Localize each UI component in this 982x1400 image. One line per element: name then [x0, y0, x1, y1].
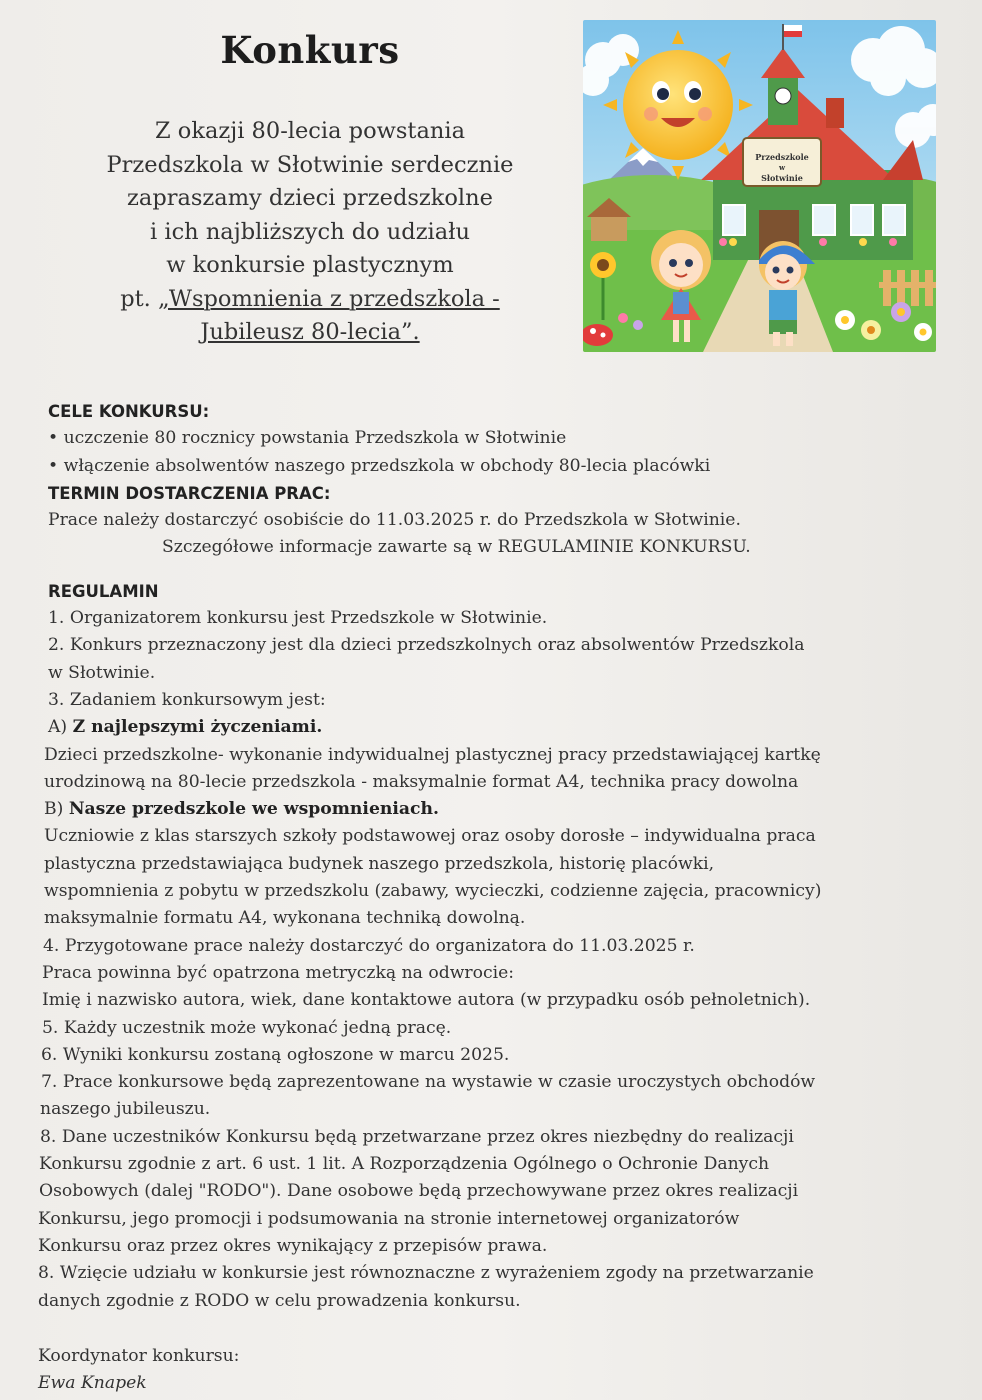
intro-line — [50, 316, 570, 350]
goals-heading: CELE KONKURSU: — [48, 402, 210, 421]
rule-line: 4. Przygotowane prace należy dostarczyć do organizatora do 11.03.2025 r. — [43, 935, 695, 956]
rule-line: 8. Wzięcie udziału w konkursie jest równoznaczne z wyrażeniem zgody na przetwarzanie — [38, 1263, 814, 1284]
intro-line: Z okazji 80-lecia powstania — [155, 118, 465, 144]
contest-title-part1: „Wspomnienia z przedszkola - — [157, 285, 500, 312]
coordinator-label: Koordynator konkursu: — [38, 1345, 240, 1366]
rule-line: w Słotwinie. — [48, 662, 156, 683]
rule-line: Konkursu oraz przez okres wynikający z przepisów prawa. — [38, 1235, 548, 1256]
rule-line: 6. Wyniki konkursu zostaną ogłoszone w marcu 2025. — [41, 1044, 510, 1065]
intro-line — [50, 283, 570, 317]
category-b-prefix: B) — [44, 799, 69, 820]
intro-line: zapraszamy dzieci przedszkolne — [127, 185, 493, 211]
rule-line: Imię i nazwisko autora, wiek, dane kontaktowe autora (w przypadku osób pełnoletnich). — [42, 990, 811, 1011]
goal-item: • uczczenie 80 rocznicy powstania Przedszkola w Słotwinie — [48, 428, 567, 449]
coordinator-name: Ewa Knapek — [38, 1373, 147, 1394]
body-text — [38, 398, 968, 1397]
rule-line: Dzieci przedszkolne- wykonanie indywidualnej plastycznej pracy przedstawiającej kartkę — [44, 744, 821, 765]
rule-line: 1. Organizatorem konkursu jest Przedszkole w Słotwinie. — [48, 608, 548, 629]
sign-text-line1: Przedszkole — [755, 152, 809, 162]
intro-line: w konkursie plastycznym — [166, 252, 454, 278]
intro-line: i ich najbliższych do udziału — [150, 218, 470, 245]
rule-line: 3. Zadaniem konkursowym jest: — [48, 689, 326, 710]
rule-line — [38, 796, 968, 823]
illustration-svg — [583, 20, 936, 352]
rule-line: naszego jubileuszu. — [40, 1099, 211, 1120]
sign-text-line3: Słotwinie — [761, 173, 803, 183]
category-a-title: Z najlepszymi życzeniami. — [72, 717, 323, 738]
rule-line — [38, 714, 968, 741]
rule-line: Praca powinna być opatrzona metryczką na odwrocie: — [42, 962, 515, 983]
rule-line: urodzinową na 80-lecie przedszkola - maksymalnie format A4, technika pracy dowolna — [44, 771, 799, 792]
rules-heading: REGULAMIN — [48, 581, 159, 601]
rule-line: 8. Dane uczestników Konkursu będą przetwarzane przez okres niezbędny do realizacji — [40, 1126, 794, 1147]
category-a-prefix: A) — [48, 717, 73, 738]
deadline-info: Szczegółowe informacje zawarte są w REGULAMINIE KONKURSU. — [162, 537, 751, 558]
rule-line: danych zgodnie z RODO w celu prowadzenia konkursu. — [38, 1290, 521, 1311]
contest-title-part2: Jubileusz 80-lecia”. — [200, 319, 420, 345]
sign-text-line2: w — [778, 163, 786, 172]
rule-line: Osobowych (dalej "RODO"). Dane osobowe będą przechowywane przez okres realizacji — [39, 1181, 799, 1202]
rule-line: Konkursu zgodnie z art. 6 ust. 1 lit. A Rozporządzenia Ogólnego o Ochronie Danych — [39, 1154, 770, 1175]
rule-line: 7. Prace konkursowe będą zaprezentowane na wystawie w czasie uroczystych obchodów — [41, 1072, 816, 1093]
deadline-heading: TERMIN DOSTARCZENIA PRAC: — [48, 483, 331, 503]
rule-line: wspomnienia z pobytu w przedszkolu (zabawy, wycieczki, codzienne zajęcia, pracownicy) — [44, 881, 822, 902]
rule-line: plastyczna przedstawiająca budynek naszego przedszkola, historię placówki, — [44, 853, 715, 874]
deadline-text: Prace należy dostarczyć osobiście do 11.03.2025 r. do Przedszkola w Słotwinie. — [48, 510, 741, 531]
rule-line: Uczniowie z klas starszych szkoły podstawowej oraz osoby dorosłe – indywidualna praca — [44, 826, 816, 847]
pt-prefix: pt. — [120, 285, 158, 312]
rule-line: 2. Konkurs przeznaczony jest dla dzieci przedszkolnych oraz absolwentów Przedszkola — [48, 635, 805, 656]
category-b-title: Nasze przedszkole we wspomnieniach. — [68, 799, 439, 820]
rule-line: Konkursu, jego promocji i podsumowania na stronie internetowej organizatorów — [38, 1208, 740, 1229]
rule-line: 5. Każdy uczestnik może wykonać jedną pracę. — [42, 1017, 452, 1038]
page-title: Konkurs — [220, 28, 400, 72]
intro-line: Przedszkola w Słotwinie serdecznie — [106, 151, 514, 178]
kindergarten-illustration — [583, 20, 936, 352]
goal-item: • włączenie absolwentów naszego przedszkola w obchody 80-lecia placówki — [48, 455, 711, 476]
rule-line: maksymalnie formatu A4, wykonana techniką dowolną. — [44, 908, 526, 929]
intro-text — [50, 115, 570, 350]
